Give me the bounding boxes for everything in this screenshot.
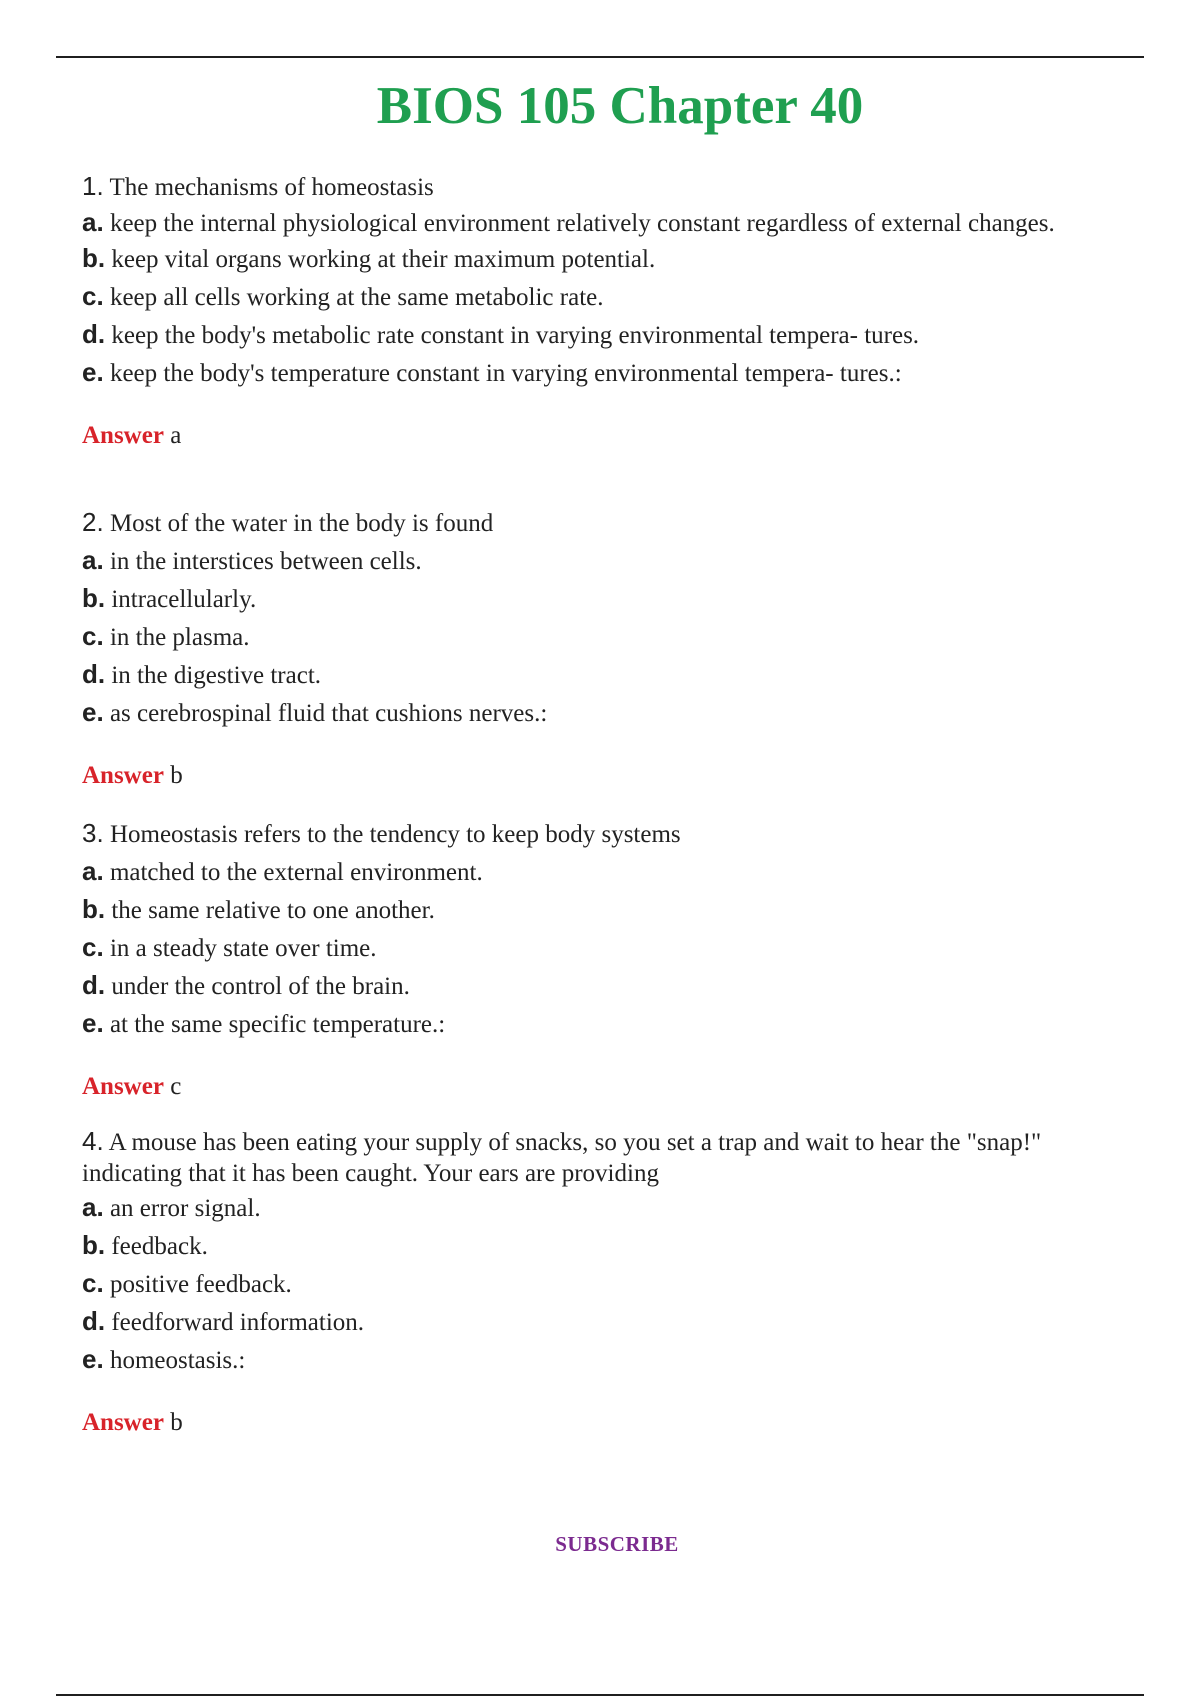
option-text: keep the body's metabolic rate constant in varying environmental tempera- tures. (111, 322, 920, 349)
option-e (82, 354, 1132, 392)
option-text: under the control of the brain. (111, 973, 410, 1000)
option-e (82, 1341, 1132, 1379)
option-letter: b. (82, 583, 106, 613)
option-letter: a. (82, 856, 104, 886)
page-title: BIOS 105 Chapter 40 (376, 77, 864, 135)
question-text: Most of the water in the body is found (109, 510, 494, 537)
question-text: A mouse has been eating your supply of snacks, so you set a trap and wait to hear the "snap!" indicating that it has been caught. Your ears are providing (82, 1129, 1042, 1187)
option-letter: d. (82, 659, 106, 689)
option-text: homeostasis.: (109, 1347, 246, 1374)
option-c (82, 1265, 1132, 1303)
option-letter: e. (82, 357, 104, 387)
option-text: in the interstices between cells. (109, 548, 422, 575)
option-letter: c. (82, 621, 104, 651)
answer-label: Answer (82, 1073, 164, 1100)
option-text: an error signal. (109, 1195, 261, 1222)
option-letter: b. (82, 1230, 106, 1260)
option-text: the same relative to one another. (111, 897, 435, 924)
option-letter: a. (82, 1192, 104, 1222)
bottom-rule (56, 1694, 1144, 1696)
option-d (82, 316, 1132, 354)
option-text: in the plasma. (109, 624, 250, 651)
answer-value: b (170, 762, 183, 789)
question-stem (82, 168, 1132, 206)
option-letter: c. (82, 281, 104, 311)
question-text: The mechanisms of homeostasis (109, 174, 434, 201)
option-letter: e. (82, 697, 104, 727)
option-c (82, 929, 1132, 967)
option-letter: c. (82, 932, 104, 962)
question-4 (82, 1126, 1132, 1441)
answer-label: Answer (82, 762, 164, 789)
question-number: 4. (82, 1126, 104, 1156)
option-c (82, 278, 1132, 316)
option-text: in the digestive tract. (111, 662, 322, 689)
option-b (82, 580, 1132, 618)
answer-value: c (170, 1073, 182, 1100)
question-text: Homeostasis refers to the tendency to keep body systems (109, 821, 681, 848)
option-d (82, 656, 1132, 694)
answer-label: Answer (82, 422, 164, 449)
option-a (82, 1189, 1132, 1227)
option-e (82, 1005, 1132, 1043)
question-2 (82, 504, 1132, 794)
question-stem (82, 815, 1132, 853)
option-b (82, 891, 1132, 929)
answer-line (82, 1405, 1132, 1441)
option-letter: d. (82, 1306, 106, 1336)
option-letter: e. (82, 1008, 104, 1038)
question-number: 3. (82, 818, 104, 848)
question-1 (82, 168, 1132, 454)
answer-label: Answer (82, 1409, 164, 1436)
option-d (82, 1303, 1132, 1341)
option-a (82, 853, 1132, 891)
option-text: as cerebrospinal fluid that cushions nerves.: (109, 700, 548, 727)
option-text: keep vital organs working at their maximum potential. (111, 246, 656, 273)
option-letter: c. (82, 1268, 104, 1298)
option-text: in a steady state over time. (109, 935, 377, 962)
question-3 (82, 815, 1132, 1105)
option-letter: d. (82, 319, 106, 349)
question-stem (82, 504, 1132, 542)
option-b (82, 240, 1132, 278)
option-text: positive feedback. (109, 1271, 292, 1298)
option-text: keep the internal physiological environment relatively constant regardless of external changes. (109, 210, 1055, 237)
answer-value: a (170, 422, 182, 449)
question-stem (82, 1126, 1132, 1189)
question-number: 1. (82, 171, 104, 201)
option-letter: b. (82, 894, 106, 924)
subscribe-link[interactable]: SUBSCRIBE (555, 1532, 679, 1556)
option-text: intracellularly. (111, 586, 257, 613)
question-number: 2. (82, 507, 104, 537)
option-c (82, 618, 1132, 656)
option-letter: e. (82, 1344, 104, 1374)
option-a (82, 206, 1132, 240)
option-e (82, 694, 1132, 732)
option-d (82, 967, 1132, 1005)
top-rule (56, 56, 1144, 58)
answer-line (82, 418, 1132, 454)
option-letter: d. (82, 970, 106, 1000)
option-letter: a. (82, 207, 104, 237)
answer-value: b (170, 1409, 183, 1436)
option-text: feedforward information. (111, 1309, 365, 1336)
option-letter: b. (82, 243, 106, 273)
option-text: keep all cells working at the same metabolic rate. (109, 284, 604, 311)
answer-line (82, 1069, 1132, 1105)
option-text: matched to the external environment. (109, 859, 483, 886)
answer-line (82, 758, 1132, 794)
option-b (82, 1227, 1132, 1265)
option-text: keep the body's temperature constant in varying environmental tempera- tures.: (109, 360, 902, 387)
option-a (82, 542, 1132, 580)
option-letter: a. (82, 545, 104, 575)
option-text: at the same specific temperature.: (109, 1011, 446, 1038)
option-text: feedback. (111, 1233, 208, 1260)
